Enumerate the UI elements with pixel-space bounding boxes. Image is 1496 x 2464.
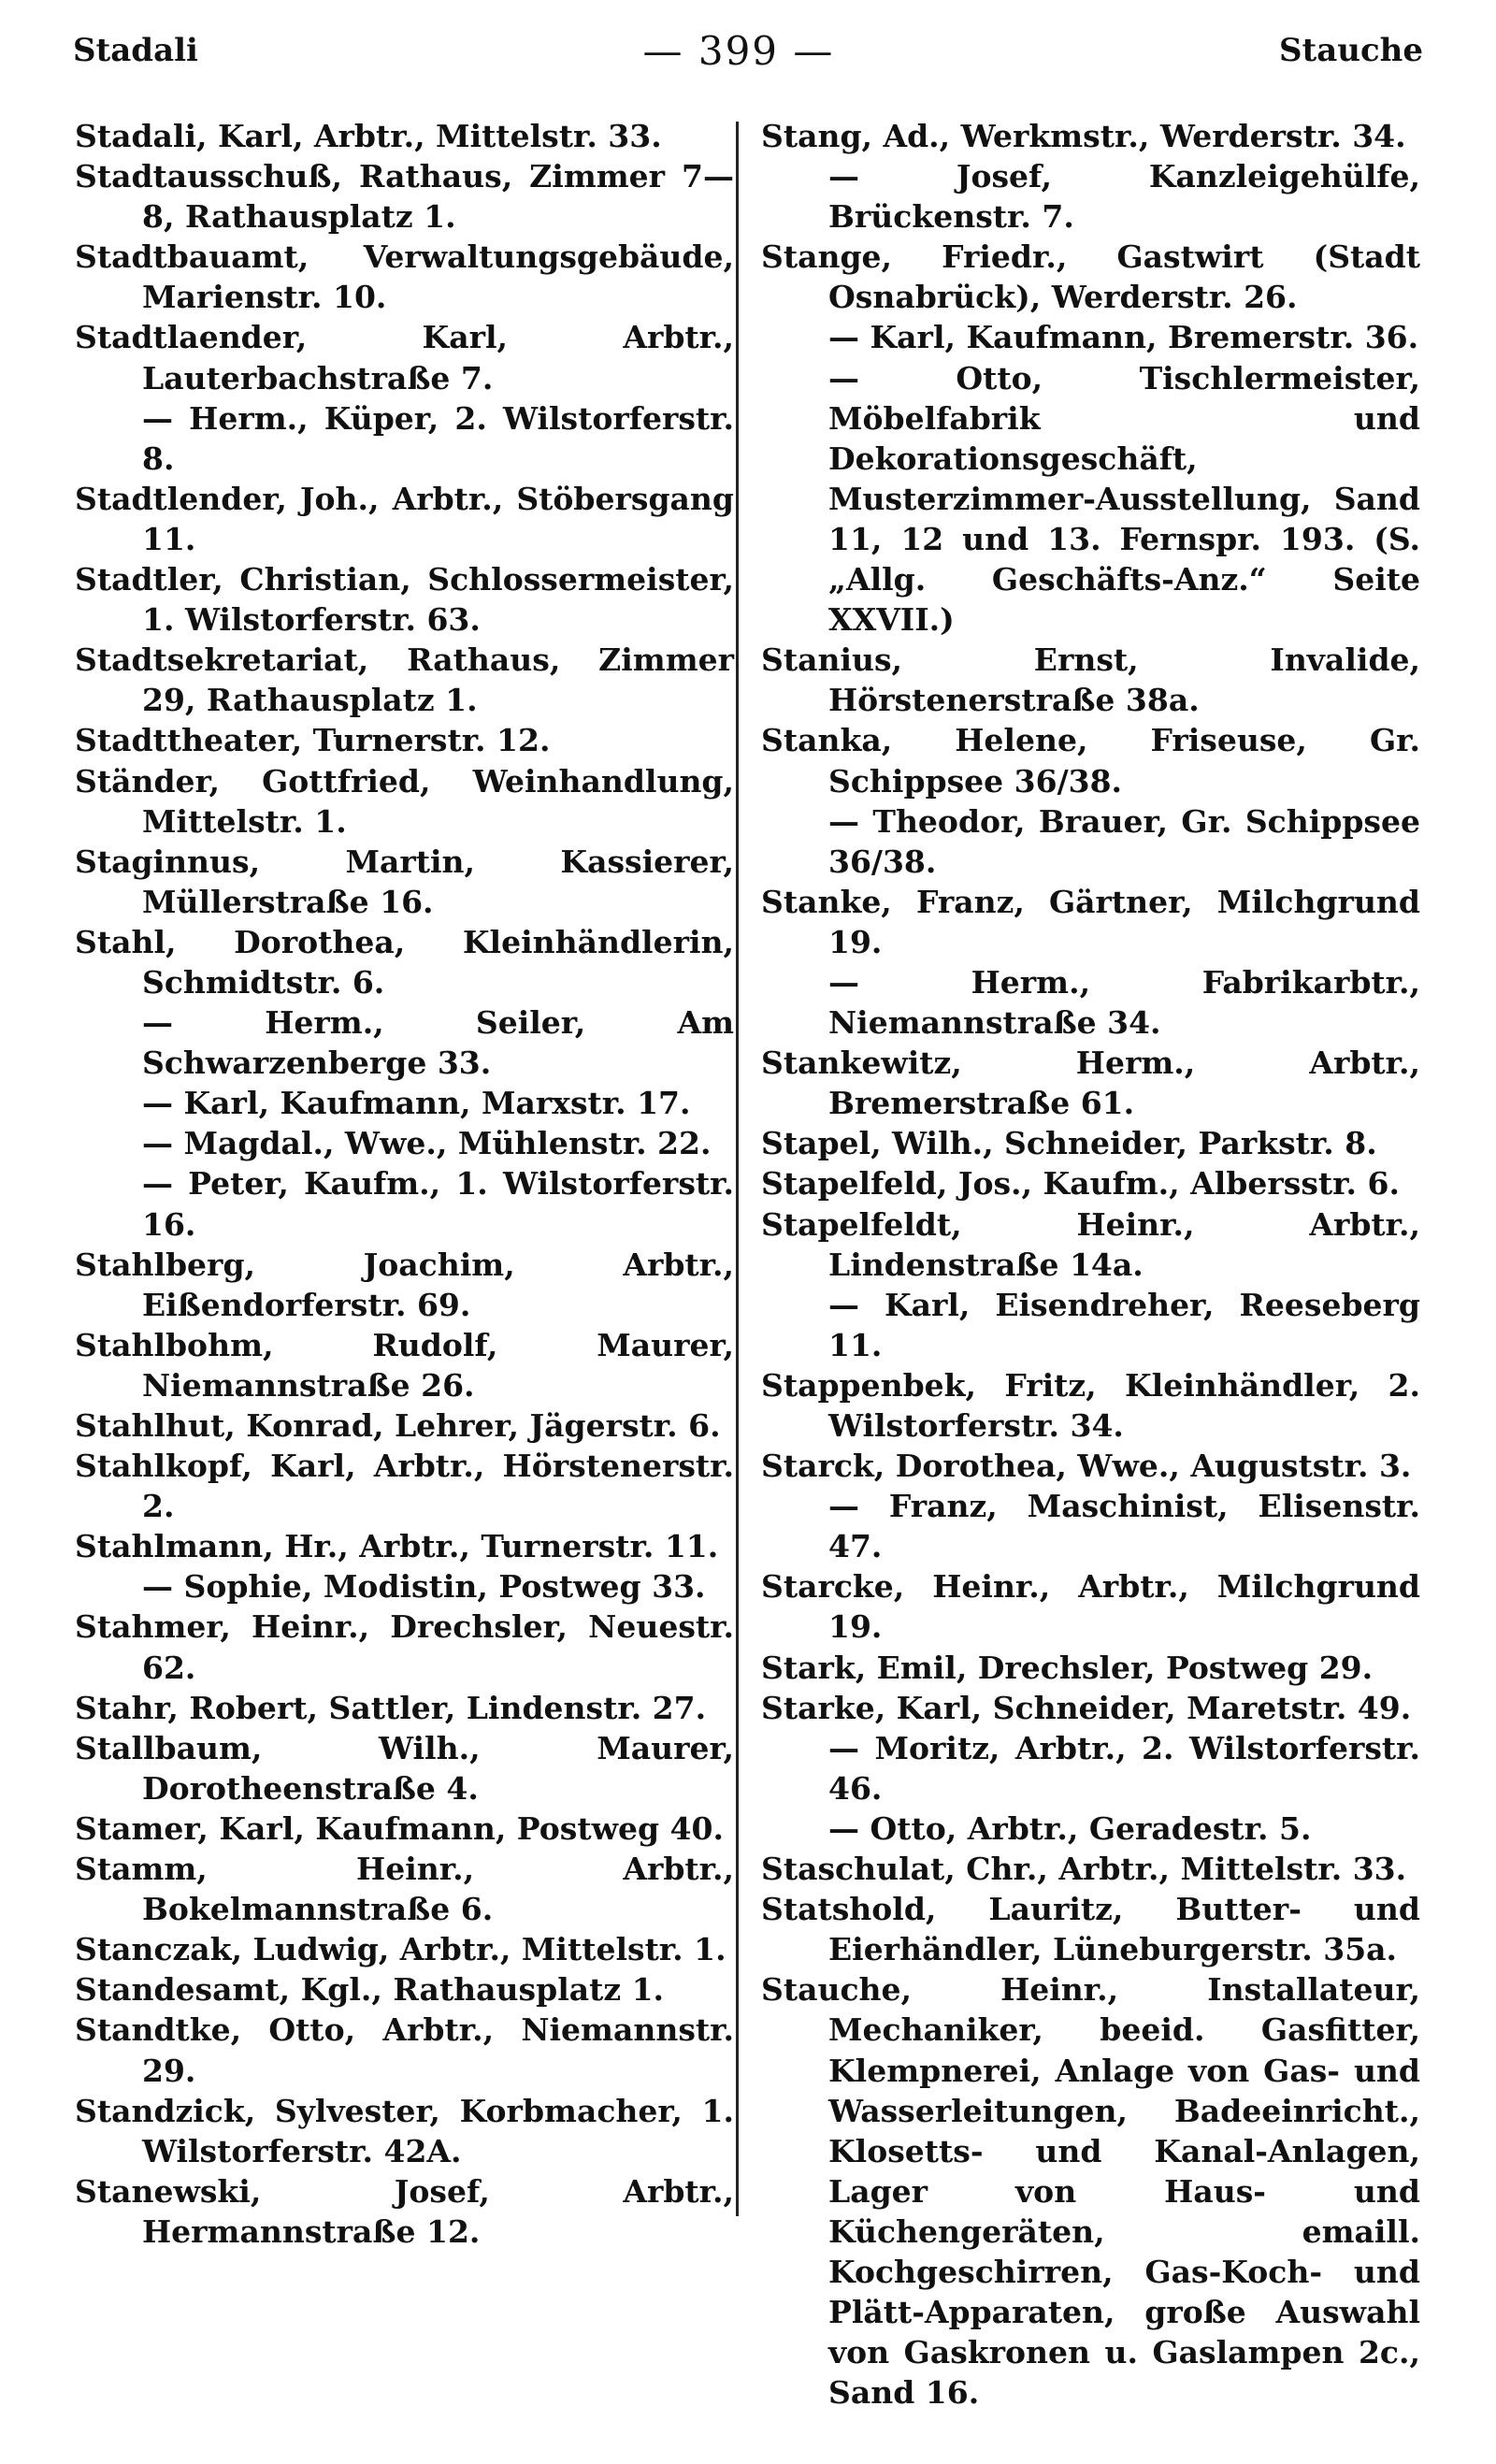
directory-entry: Stadttheater, Turnerstr. 12. bbox=[75, 722, 551, 759]
directory-entry: Stauche, Heinr., Installateur, Mechaniker, beeid. Gasfitter, Klempnerei, Anlage von Gas- und Wasserleitungen, Badeeinricht., Klosetts- und Kanal-Anlagen, Lager von Haus- und Küchengeräten, emaill. Kochgeschirren, Gas-Koch- und Plätt-Apparaten, große Auswahl von Gaskronen u. Gaslampen 2c., Sand 16. bbox=[761, 1971, 1420, 2412]
header-left-catchword: Stadali bbox=[73, 32, 198, 69]
directory-entry: — Peter, Kaufm., 1. Wilstorferstr. 16. bbox=[142, 1165, 734, 1243]
right-column bbox=[761, 116, 1420, 2413]
directory-entry: — Herm., Küper, 2. Wilstorferstr. 8. bbox=[142, 399, 734, 477]
column-divider bbox=[736, 122, 739, 2216]
directory-entry: Stankewitz, Herm., Arbtr., Bremerstraße 61. bbox=[761, 1045, 1420, 1122]
directory-entry: Stadtbauamt, Verwaltungsgebäude, Marienstr. 10. bbox=[75, 238, 734, 316]
header-right-catchword: Stauche bbox=[1278, 32, 1423, 69]
directory-entry: Stamm, Heinr., Arbtr., Bokelmannstraße 6. bbox=[75, 1851, 734, 1928]
directory-entry: Stanczak, Ludwig, Arbtr., Mittelstr. 1. bbox=[75, 1931, 726, 1968]
directory-entry: Stahlberg, Joachim, Arbtr., Eißendorferstr. 69. bbox=[75, 1246, 734, 1323]
directory-entry: Stang, Ad., Werkmstr., Werderstr. 34. bbox=[761, 118, 1406, 154]
directory-entry: Stamer, Karl, Kaufmann, Postweg 40. bbox=[75, 1809, 724, 1847]
directory-entry: Statshold, Lauritz, Butter- und Eierhändler, Lüneburgerstr. 35a. bbox=[761, 1891, 1420, 1968]
directory-entry: Stahlkopf, Karl, Arbtr., Hörstenerstr. 2. bbox=[75, 1448, 734, 1525]
directory-entry: Stadali, Karl, Arbtr., Mittelstr. 33. bbox=[75, 118, 662, 154]
directory-entry: — Karl, Eisendreher, Reeseberg 11. bbox=[828, 1286, 1420, 1363]
directory-entry: Stark, Emil, Drechsler, Postweg 29. bbox=[761, 1649, 1374, 1686]
directory-entry: — Karl, Kaufmann, Bremerstr. 36. bbox=[828, 319, 1419, 356]
directory-entry: Starck, Dorothea, Wwe., Auguststr. 3. bbox=[761, 1448, 1412, 1485]
directory-entry: Stallbaum, Wilh., Maurer, Dorotheenstraße 4. bbox=[75, 1729, 734, 1807]
directory-entry: Stadtlender, Joh., Arbtr., Stöbersgang 11. bbox=[75, 480, 734, 557]
directory-entry: Stahlhut, Konrad, Lehrer, Jägerstr. 6. bbox=[75, 1407, 721, 1444]
directory-entry: Stahlbohm, Rudolf, Maurer, Niemannstraße 26. bbox=[75, 1326, 734, 1404]
directory-entry: — Moritz, Arbtr., 2. Wilstorferstr. 46. bbox=[828, 1729, 1420, 1807]
page-number: — 399 — bbox=[642, 27, 835, 74]
directory-entry: — Herm., Fabrikarbtr., Niemannstraße 34. bbox=[828, 963, 1420, 1042]
directory-entry: — Otto, Arbtr., Geradestr. 5. bbox=[828, 1809, 1312, 1847]
directory-entry: Stahlmann, Hr., Arbtr., Turnerstr. 11. bbox=[75, 1528, 719, 1565]
directory-entry: Starke, Karl, Schneider, Maretstr. 49. bbox=[761, 1689, 1412, 1726]
directory-entry: Standesamt, Kgl., Rathausplatz 1. bbox=[75, 1971, 665, 2009]
directory-entry: Stahl, Dorothea, Kleinhändlerin, Schmidtstr. 6. bbox=[75, 923, 734, 1001]
directory-entry: — Franz, Maschinist, Elisenstr. 47. bbox=[828, 1488, 1420, 1565]
directory-entry: Starcke, Heinr., Arbtr., Milchgrund 19. bbox=[761, 1568, 1420, 1646]
directory-entry: Stapelfeld, Jos., Kaufm., Albersstr. 6. bbox=[761, 1165, 1400, 1203]
directory-entry: Stahr, Robert, Sattler, Lindenstr. 27. bbox=[75, 1689, 707, 1726]
directory-entry: Stadtsekretariat, Rathaus, Zimmer 29, Rathausplatz 1. bbox=[75, 641, 734, 719]
directory-entry: Stapel, Wilh., Schneider, Parkstr. 8. bbox=[761, 1125, 1377, 1162]
left-column bbox=[75, 116, 734, 2252]
directory-entry: Stadtler, Christian, Schlossermeister, 1. Wilstorferstr. 63. bbox=[75, 561, 734, 639]
directory-entry: — Herm., Seiler, Am Schwarzenberge 33. bbox=[142, 1004, 734, 1082]
directory-entry: Ständer, Gottfried, Weinhandlung, Mittelstr. 1. bbox=[75, 762, 734, 840]
directory-entry: Stadtlaender, Karl, Arbtr., Lauterbachstraße 7. bbox=[75, 319, 734, 396]
directory-entry: — Theodor, Brauer, Gr. Schippsee 36/38. bbox=[828, 802, 1420, 880]
directory-entry: — Karl, Kaufmann, Marxstr. 17. bbox=[142, 1085, 691, 1122]
directory-entry: Stanka, Helene, Friseuse, Gr. Schippsee 36/38. bbox=[761, 722, 1420, 800]
directory-entry: Stappenbek, Fritz, Kleinhändler, 2. Wilstorferstr. 34. bbox=[761, 1366, 1420, 1444]
directory-entry: Staschulat, Chr., Arbtr., Mittelstr. 33. bbox=[761, 1851, 1407, 1888]
directory-entry: — Magdal., Wwe., Mühlenstr. 22. bbox=[142, 1125, 712, 1162]
directory-entry: Stahmer, Heinr., Drechsler, Neuestr. 62. bbox=[75, 1608, 734, 1686]
directory-entry: Staginnus, Martin, Kassierer, Müllerstraße 16. bbox=[75, 843, 734, 920]
directory-entry: Stapelfeldt, Heinr., Arbtr., Lindenstraße 14a. bbox=[761, 1205, 1420, 1283]
directory-entry: Stanke, Franz, Gärtner, Milchgrund 19. bbox=[761, 883, 1420, 960]
directory-entry: — Sophie, Modistin, Postweg 33. bbox=[142, 1568, 706, 1606]
page-header bbox=[73, 21, 1423, 80]
directory-entry: Stanewski, Josef, Arbtr., Hermannstraße 12. bbox=[75, 2172, 734, 2250]
directory-entry: Stanius, Ernst, Invalide, Hörstenerstraße 38a. bbox=[761, 641, 1420, 719]
directory-entry: — Josef, Kanzleigehülfe, Brückenstr. 7. bbox=[828, 158, 1420, 236]
directory-entry: Standzick, Sylvester, Korbmacher, 1. Wilstorferstr. 42A. bbox=[75, 2092, 734, 2169]
directory-entry: — Otto, Tischlermeister, Möbelfabrik und Dekorationsgeschäft, Musterzimmer-Ausstellung, Sand 11, 12 und 13. Fernspr. 193. (S. „Allg. Geschäfts-Anz.“ Seite XXVII.) bbox=[828, 359, 1420, 639]
directory-entry: Stange, Friedr., Gastwirt (Stadt Osnabrück), Werderstr. 26. bbox=[761, 238, 1420, 316]
directory-entry: Stadtausschuß, Rathaus, Zimmer 7—8, Rathausplatz 1. bbox=[75, 158, 734, 236]
directory-entry: Standtke, Otto, Arbtr., Niemannstr. 29. bbox=[75, 2011, 734, 2089]
